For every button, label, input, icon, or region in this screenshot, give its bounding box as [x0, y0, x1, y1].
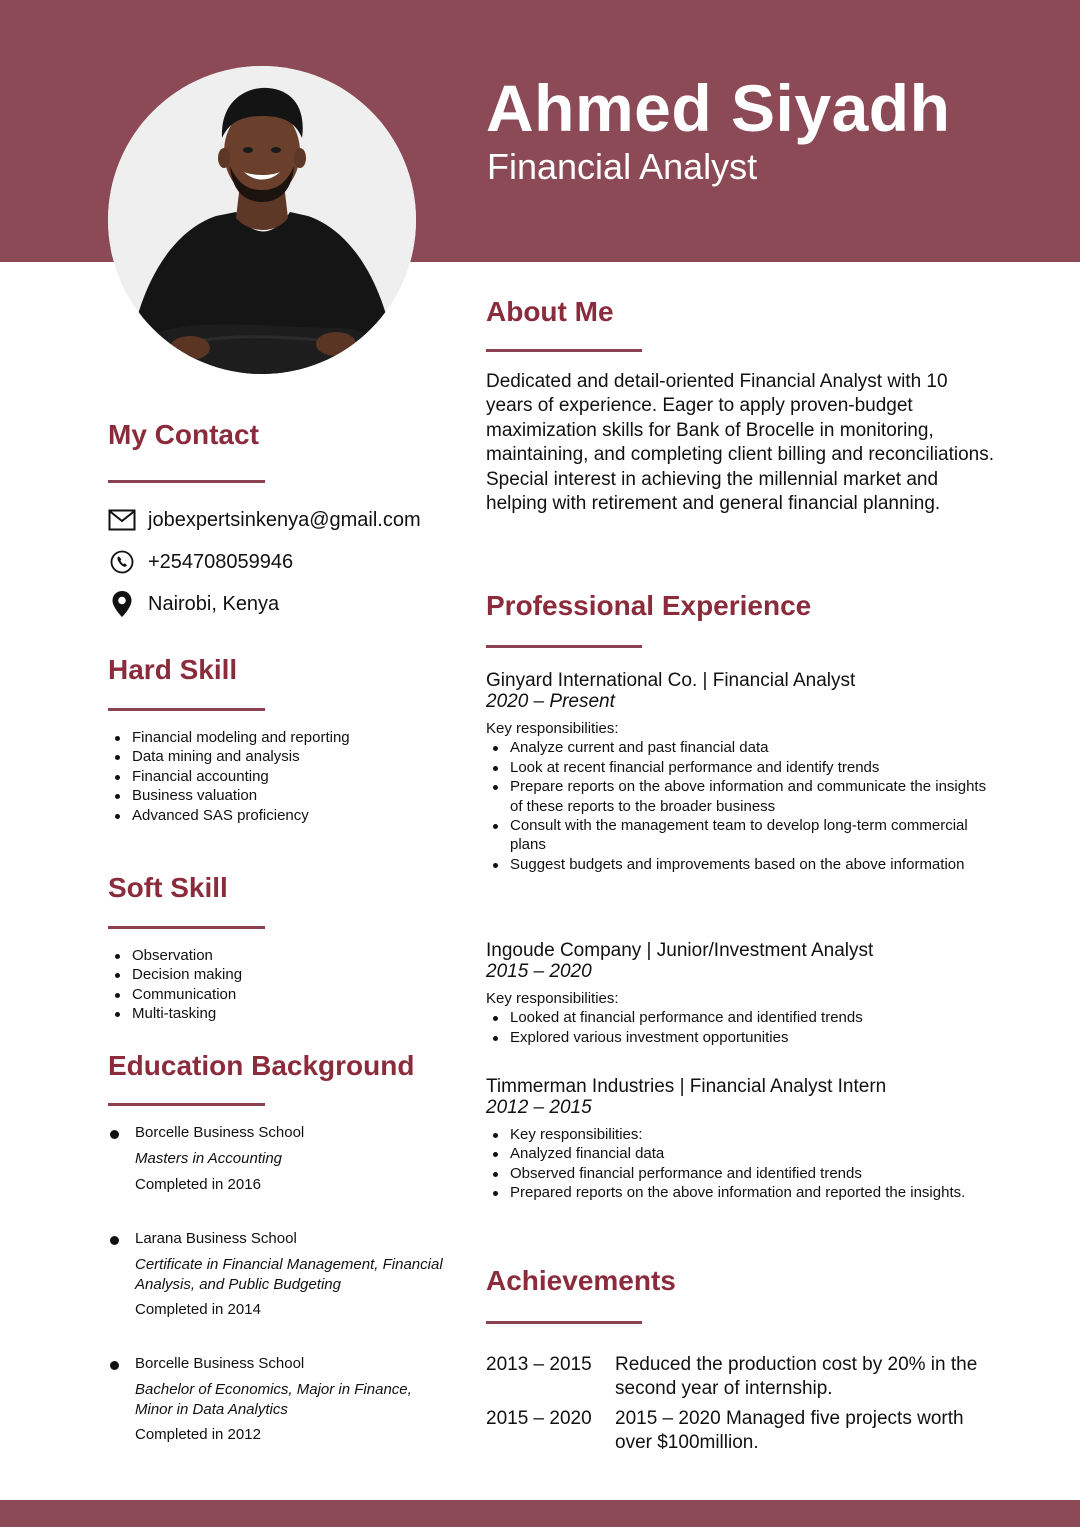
education-school: Larana Business School [135, 1230, 297, 1247]
contact-heading: My Contact [108, 419, 259, 450]
contact-email [108, 505, 421, 535]
job-key-label: Key responsibilities: [486, 990, 619, 1007]
experience-heading: Professional Experience [486, 590, 812, 621]
soft-skill-heading: Soft Skill [108, 872, 228, 903]
job-responsibilities [486, 738, 996, 874]
soft-skill-item: Decision making [108, 965, 448, 984]
envelope-icon [108, 506, 136, 534]
phone-icon [108, 548, 136, 576]
achievement-text: 2015 – 2020 Managed five projects worth over $100million. [615, 1408, 964, 1454]
responsibility-item: Look at recent financial performance and identify trends [486, 758, 996, 777]
job-title: Timmerman Industries | Financial Analyst Intern [486, 1076, 887, 1097]
contact-phone [108, 547, 293, 577]
experience-entry [486, 1076, 996, 1203]
education-completed: Completed in 2014 [135, 1301, 261, 1318]
bullet-dot [110, 1130, 119, 1139]
contact-divider [108, 480, 265, 483]
responsibility-item: Prepared reports on the above information and reported the insights. [486, 1183, 996, 1202]
phone-text: +254708059946 [148, 550, 294, 573]
email-text: jobexpertsinkenya@gmail.com [148, 508, 421, 531]
education-entry [108, 1123, 448, 1195]
location-text: Nairobi, Kenya [148, 592, 280, 615]
hard-skill-list [108, 728, 448, 825]
responsibility-item: Looked at financial performance and identified trends [486, 1008, 996, 1027]
job-responsibilities [486, 1125, 996, 1203]
soft-skill-item: Communication [108, 985, 448, 1004]
hard-skill-item: Advanced SAS proficiency [108, 806, 448, 825]
responsibility-item: Prepare reports on the above information and communicate the insights of these reports to the broader business [486, 777, 996, 816]
education-school: Borcelle Business School [135, 1124, 305, 1141]
achievement-item [486, 1353, 996, 1402]
bullet-dot [110, 1361, 119, 1370]
responsibility-item: Explored various investment opportunities [486, 1028, 996, 1047]
education-degree: Bachelor of Economics, Major in Finance, Minor in Data Analytics [135, 1381, 412, 1418]
responsibility-item: Consult with the management team to develop long-term commercial plans [486, 816, 996, 855]
job-key-label: Key responsibilities: [486, 720, 619, 737]
hard-skill-item: Financial accounting [108, 767, 448, 786]
responsibility-item: Analyzed financial data [486, 1144, 996, 1163]
about-text: Dedicated and detail-oriented Financial Analyst with 10 years of experience. Eager to apply proven-budget maximization skills for Bank of Brocelle in monitoring, maintaining, and completing client billing and reconciliations. Special interest in achieving the millennial market and helping with retirement and general financial planning. [486, 371, 995, 515]
achievement-years: 2015 – 2020 [486, 1408, 592, 1429]
job-period: 2020 – Present [486, 691, 615, 712]
responsibility-item: Key responsibilities: [486, 1125, 996, 1144]
achievements-divider [486, 1321, 642, 1324]
responsibility-item: Suggest budgets and improvements based on the above information [486, 855, 996, 874]
experience-entry [486, 940, 996, 1047]
profile-photo-illustration [108, 66, 416, 374]
responsibility-item: Analyze current and past financial data [486, 738, 996, 757]
education-completed: Completed in 2012 [135, 1426, 261, 1443]
about-heading: About Me [486, 296, 614, 327]
job-title: Ginyard International Co. | Financial Analyst [486, 670, 856, 691]
job-title: Ingoude Company | Junior/Investment Analyst [486, 940, 874, 961]
job-responsibilities [486, 1008, 996, 1047]
job-period: 2015 – 2020 [486, 961, 592, 982]
achievement-text: Reduced the production cost by 20% in the second year of internship. [615, 1354, 978, 1400]
hard-skill-divider [108, 708, 265, 711]
soft-skill-item: Observation [108, 946, 448, 965]
candidate-title: Financial Analyst [487, 146, 758, 187]
experience-entry [486, 670, 996, 874]
education-completed: Completed in 2016 [135, 1175, 261, 1193]
location-pin-icon [108, 590, 136, 618]
soft-skill-list [108, 946, 448, 1024]
hard-skill-heading: Hard Skill [108, 654, 238, 685]
education-school: Borcelle Business School [135, 1355, 305, 1372]
education-degree: Certificate in Financial Management, Financial Analysis, and Public Budgeting [135, 1256, 443, 1293]
soft-skill-item: Multi-tasking [108, 1004, 448, 1023]
contact-location [108, 589, 279, 619]
bullet-dot [110, 1236, 119, 1245]
job-period: 2012 – 2015 [486, 1097, 592, 1118]
soft-skill-divider [108, 926, 265, 929]
about-divider [486, 349, 642, 352]
hard-skill-item: Business valuation [108, 786, 448, 805]
responsibility-item: Observed financial performance and identified trends [486, 1164, 996, 1183]
achievements-heading: Achievements [486, 1265, 676, 1296]
achievement-years: 2013 – 2015 [486, 1354, 592, 1375]
education-heading: Education Background [108, 1050, 415, 1081]
education-divider [108, 1103, 265, 1106]
hard-skill-item: Financial modeling and reporting [108, 728, 448, 747]
education-entry [108, 1229, 448, 1320]
education-entry [108, 1354, 448, 1445]
education-degree: Masters in Accounting [135, 1150, 283, 1167]
footer-band [0, 1500, 1080, 1527]
experience-divider [486, 645, 642, 648]
candidate-name: Ahmed Siyadh [486, 71, 951, 145]
profile-photo [108, 66, 416, 374]
hard-skill-item: Data mining and analysis [108, 747, 448, 766]
achievement-item [486, 1407, 996, 1456]
